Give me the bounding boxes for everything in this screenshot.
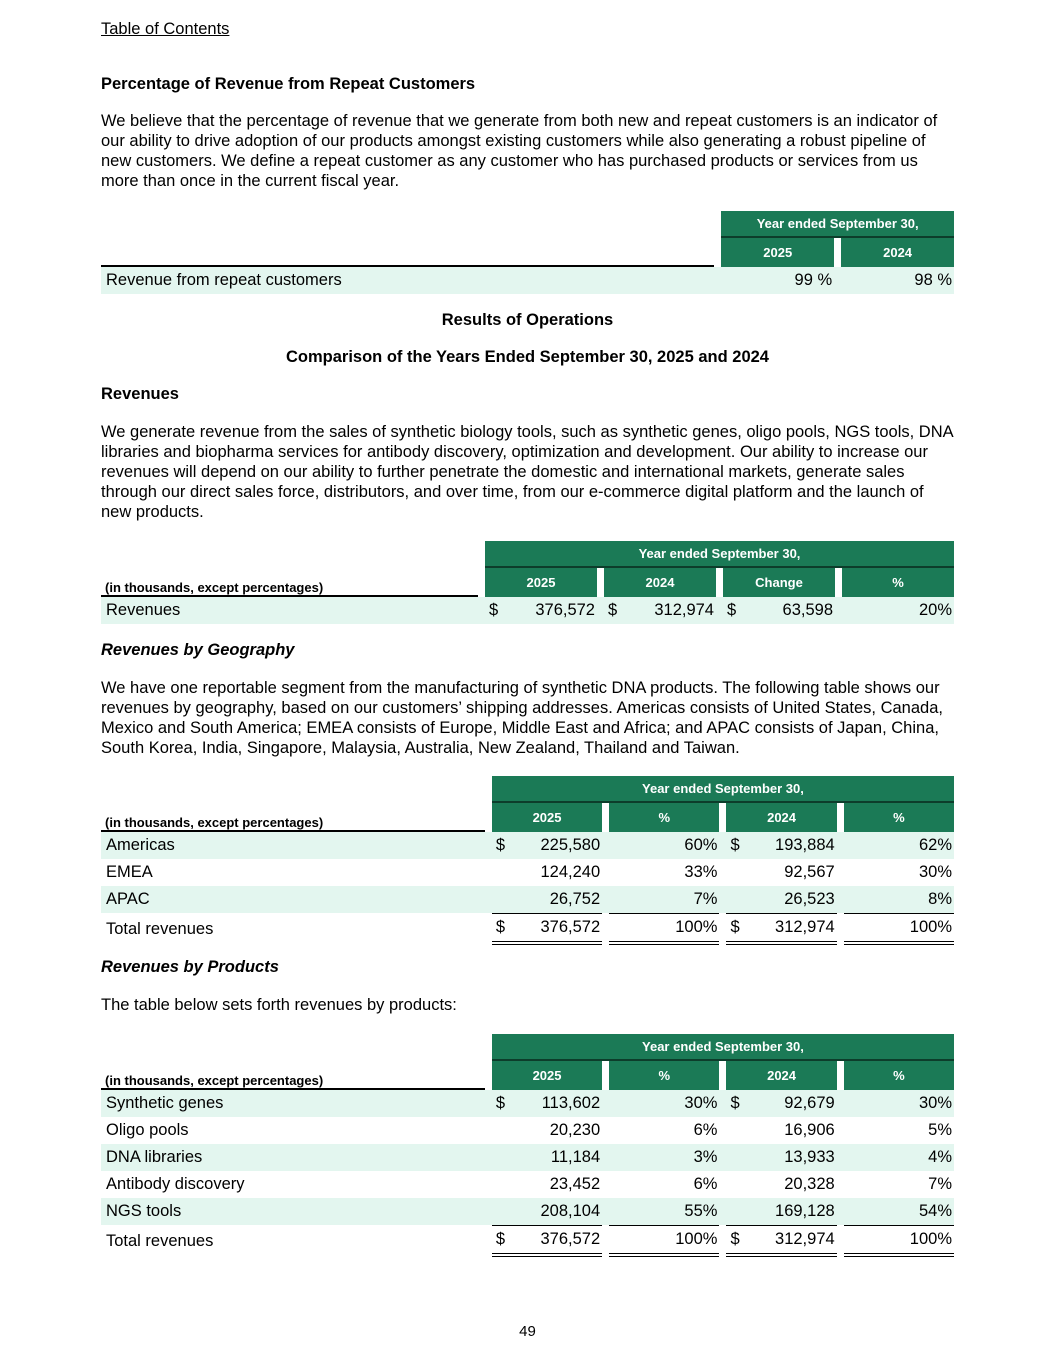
- group-header: Year ended September 30,: [492, 776, 954, 803]
- geography-paragraph: We have one reportable segment from the manufacturing of synthetic DNA products. The following table shows our revenues by geography, based on our customers’ shipping addresses. Americas consists of United States, Canada, Mexico and South America; EMEA consists of Europe, Middle East and Africa; and APAC consists of Japan, China, South Korea, India, Singapore, Malaysia, Australia, New Zealand, Thailand and Taiwan.: [101, 679, 943, 757]
- products-table: [101, 1034, 954, 1257]
- col-pct-2024: %: [844, 803, 954, 832]
- pct-2024: 8%: [844, 886, 954, 913]
- pct-2025: 100%: [609, 913, 719, 945]
- row-label: Revenues: [101, 597, 478, 624]
- value-2024: 98 %: [841, 267, 954, 294]
- value-2024: 312,974: [654, 601, 714, 619]
- col-2025: 2025: [492, 1061, 602, 1090]
- row-label: Oligo pools: [106, 1121, 189, 1139]
- pct-2024: 4%: [844, 1144, 954, 1171]
- pct-2024: 5%: [928, 1121, 952, 1139]
- value-2025: 376,572: [540, 918, 601, 936]
- pct-2025: 30%: [609, 1090, 719, 1117]
- currency: $: [730, 1094, 740, 1112]
- pct-2024: 7%: [928, 1175, 952, 1193]
- currency: $: [495, 836, 506, 854]
- value-2025: 20,230: [549, 1121, 601, 1139]
- unit-label: (in thousands, except percentages): [101, 568, 478, 597]
- pct-2025: 55%: [609, 1198, 719, 1225]
- value-pct: 20%: [842, 597, 954, 624]
- repeat-customers-paragraph: We believe that the percentage of revenue that we generate from both new and repeat customers is an indicator of our ability to drive adoption of our products amongst existing customers while also generating a robust pipeline of new customers. We define a repeat customer as any customer who has purchased products or services from us more than once in the current fiscal year.: [101, 112, 938, 190]
- value-2025: 26,752: [492, 886, 602, 913]
- table-row: [101, 859, 954, 886]
- revenues-table: [101, 541, 954, 624]
- group-header: Year ended September 30,: [492, 1034, 954, 1061]
- table-row: [101, 886, 954, 913]
- currency: $: [608, 601, 618, 619]
- repeat-customers-table: [101, 211, 954, 294]
- value-2025: 208,104: [492, 1198, 602, 1225]
- value-2024: 193,884: [775, 836, 835, 854]
- table-row: [101, 1090, 954, 1117]
- value-2024: 169,128: [726, 1198, 836, 1225]
- value-2024: 20,328: [784, 1175, 835, 1193]
- col-2024: 2024: [726, 803, 836, 832]
- results-subheading: Comparison of the Years Ended September 30, 2025 and 2024: [286, 348, 769, 366]
- col-2025: 2025: [485, 568, 597, 597]
- col-pct-2025: %: [609, 803, 719, 832]
- row-label: Antibody discovery: [106, 1175, 245, 1193]
- value-2024: 16,906: [784, 1121, 835, 1139]
- row-label: EMEA: [106, 863, 153, 881]
- revenues-paragraph: We generate revenue from the sales of synthetic biology tools, such as synthetic genes, oligo pools, NGS tools, DNA libraries and biopharma services for antibody discovery, optimization and development. Our ability to increase our revenues will depend on our ability to further penetrate the domestic and international markets, generate sales through our direct sales force, distributors, and over time, from our e-commerce digital platform and the launch of new products.: [101, 423, 953, 521]
- value-2024: 26,523: [726, 886, 836, 913]
- pct-2025: 6%: [693, 1175, 718, 1193]
- value-2025: 11,184: [492, 1144, 602, 1171]
- total-row: [101, 913, 954, 945]
- row-label: Americas: [101, 832, 485, 859]
- pct-2025: 3%: [609, 1144, 719, 1171]
- results-heading: Results of Operations: [441, 311, 614, 329]
- geography-heading: Revenues by Geography: [101, 641, 295, 659]
- col-change: Change: [723, 568, 835, 597]
- currency: $: [495, 918, 506, 936]
- value-change: 63,598: [782, 601, 833, 619]
- pct-2025: 6%: [693, 1121, 718, 1139]
- col-2025: 2025: [492, 803, 602, 832]
- total-row: [101, 1225, 954, 1257]
- table-row: [101, 1171, 954, 1198]
- products-paragraph: The table below sets forth revenues by products:: [101, 996, 457, 1014]
- col-pct-2025: %: [609, 1061, 719, 1090]
- value-2025: 225,580: [540, 836, 601, 854]
- pct-2024: 100%: [844, 913, 954, 945]
- row-label: Total revenues: [106, 1231, 214, 1250]
- row-label: Total revenues: [106, 919, 214, 938]
- value-2024: 92,679: [784, 1094, 835, 1112]
- currency: $: [727, 601, 737, 619]
- col-pct: %: [842, 568, 954, 597]
- col-2024: 2024: [604, 568, 716, 597]
- value-2025: 376,572: [540, 1230, 601, 1248]
- currency: $: [489, 601, 499, 619]
- revenues-heading: Revenues: [101, 385, 179, 403]
- value-2025: 124,240: [540, 863, 601, 881]
- geography-table: [101, 776, 954, 945]
- value-2025: 23,452: [549, 1175, 601, 1193]
- row-label: APAC: [101, 886, 485, 913]
- row-label: DNA libraries: [101, 1144, 485, 1171]
- products-heading: Revenues by Products: [101, 958, 279, 976]
- currency: $: [730, 1230, 740, 1248]
- pct-2025: 7%: [609, 886, 719, 913]
- table-row: [101, 1117, 954, 1144]
- pct-2025: 33%: [684, 863, 718, 881]
- repeat-customers-heading: Percentage of Revenue from Repeat Customers: [101, 75, 476, 93]
- pct-2025: 100%: [609, 1225, 719, 1257]
- col-pct-2024: %: [844, 1061, 954, 1090]
- pct-2025: 60%: [609, 832, 719, 859]
- col-2024: 2024: [726, 1061, 836, 1090]
- row-label: Revenue from repeat customers: [101, 267, 714, 294]
- currency: $: [495, 1230, 506, 1248]
- table-row: [101, 267, 954, 294]
- row-label: NGS tools: [101, 1198, 485, 1225]
- group-header: Year ended September 30,: [485, 541, 954, 568]
- currency: $: [730, 836, 740, 854]
- table-row: [101, 1198, 954, 1225]
- unit-label: (in thousands, except percentages): [101, 1061, 485, 1090]
- currency: $: [495, 1094, 506, 1112]
- row-label: Synthetic genes: [101, 1090, 485, 1117]
- unit-label: (in thousands, except percentages): [101, 803, 485, 832]
- value-2024: 312,974: [775, 1230, 835, 1248]
- table-row: [101, 597, 954, 624]
- pct-2024: 54%: [844, 1198, 954, 1225]
- table-of-contents-link[interactable]: Table of Contents: [101, 20, 230, 38]
- value-2024: 13,933: [726, 1144, 836, 1171]
- value-2024: 312,974: [775, 918, 835, 936]
- value-2025: 376,572: [535, 601, 595, 619]
- pct-2024: 100%: [844, 1225, 954, 1257]
- page-number: 49: [519, 1323, 536, 1340]
- value-2024: 92,567: [784, 863, 835, 881]
- currency: $: [730, 918, 740, 936]
- table-row: [101, 832, 954, 859]
- value-2025: 113,602: [541, 1094, 601, 1112]
- pct-2024: 62%: [844, 832, 954, 859]
- col-2025: 2025: [721, 238, 834, 267]
- pct-2024: 30%: [918, 863, 952, 881]
- group-header: Year ended September 30,: [721, 211, 954, 238]
- col-2024: 2024: [841, 238, 954, 267]
- table-row: [101, 1144, 954, 1171]
- pct-2024: 30%: [844, 1090, 954, 1117]
- value-2025: 99 %: [721, 267, 834, 294]
